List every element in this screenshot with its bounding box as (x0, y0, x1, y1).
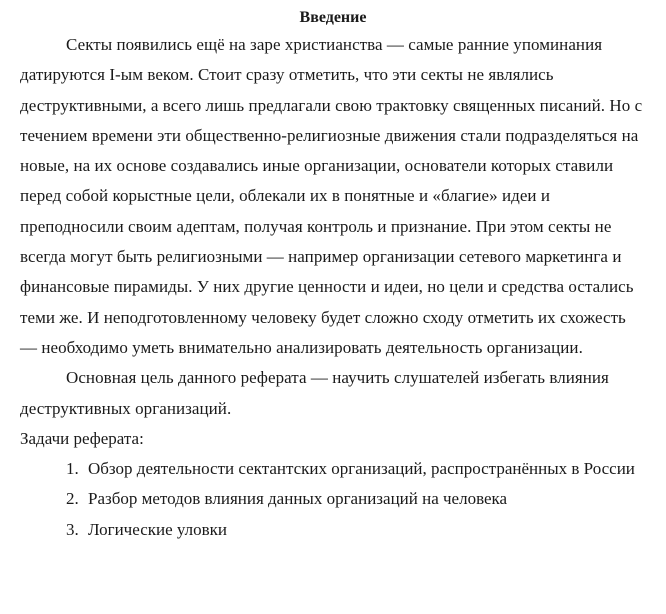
list-item-number: 2. (66, 489, 79, 509)
list-item-number: 3. (66, 519, 79, 539)
list-item-text: Обзор деятельности сектантских организаций, распространённых в России (88, 459, 635, 479)
goal-paragraph: Основная цель данного реферата — научить слушателей избегать влияния деструктивных организаций. (20, 368, 609, 418)
intro-paragraph: Секты появились ещё на заре христианства — самые ранние упоминания датируются I-ым веком. Стоит сразу отметить, что эти секты не являлись деструктивными, а всего лишь предлагали свою трактовку священных писаний. Но с течением времени эти общественно-религиозные движения стали подразделяться на новые, на их основе создавались иные организации, основатели которых ставили перед собой корыстные цели, облекали их в понятные и «благие» идеи и преподносили своим адептам, получая контроль и признание. При этом секты не всегда могут быть религиозными — например организации сетевого маркетинга и финансовые пирамиды. У них другие ценности и идеи, но цели и средства остались теми же. И неподготовленному человеку будет сложно сходу отметить их схожесть — необходимо уметь внимательно анализировать деятельность организации. (20, 35, 643, 357)
tasks-list (20, 454, 646, 545)
list-item (20, 454, 646, 484)
list-item (20, 515, 646, 545)
document-title: Введение (299, 9, 367, 26)
list-item-number: 1. (66, 459, 79, 479)
list-item-text: Разбор методов влияния данных организаций на человека (88, 489, 508, 509)
list-item-text: Логические уловки (88, 519, 228, 539)
document-page (20, 0, 646, 545)
list-item (20, 484, 646, 514)
tasks-heading: Задачи реферата: (20, 428, 144, 448)
